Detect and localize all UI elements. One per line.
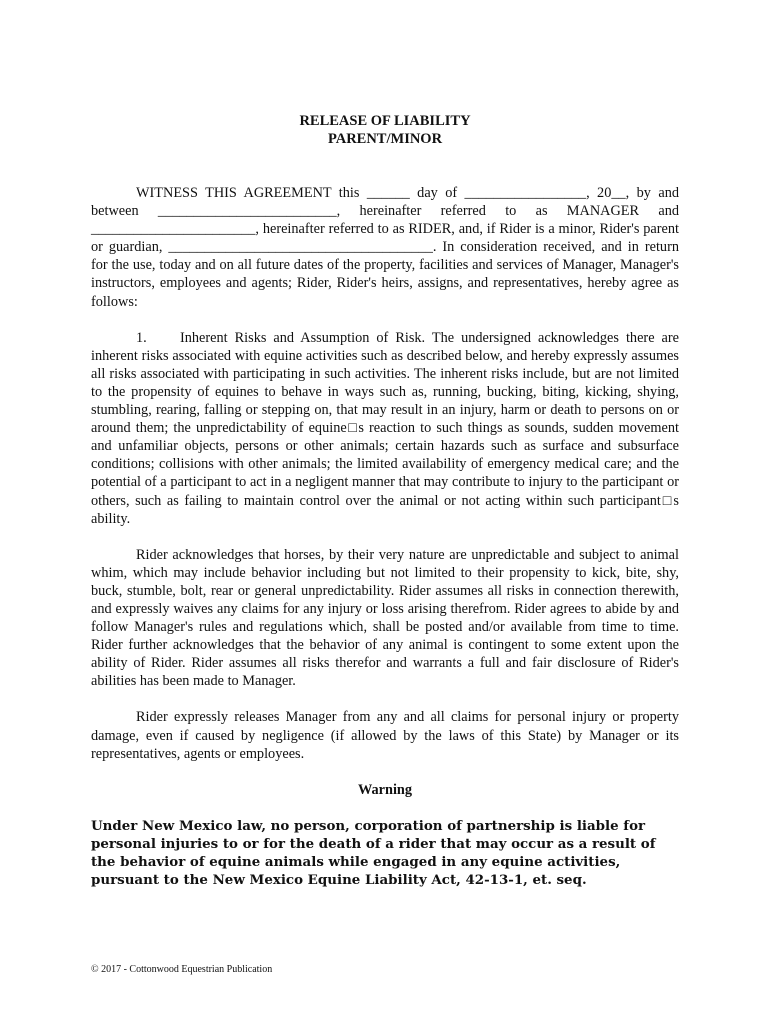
warning-heading: Warning bbox=[357, 781, 413, 798]
title-block bbox=[0, 112, 770, 148]
release-paragraph: Rider expressly releases Manager from any and all claims for personal injury or property damage, even if caused by negligence (if allowed by the laws of this State) by Manager or its representatives, agents or employees. bbox=[91, 709, 679, 762]
rider-acknowledgement-paragraph: Rider acknowledges that horses, by their very nature are unpredictable and subject to animal whim, which may include behavior including but not limited to their propensity to kick, bite, shy, buck, stumble, bolt, rear or general unpredictability. Rider assumes all risks in connection therewith, and expressly waives any claims for any injury or loss arising therefrom. Rider agrees to abide by and follow Manager's rules and regulations which, shall be posted and/or available from time to time. Rider further acknowledges that the behavior of any animal is contingent to some extent upon the ability of Rider. Rider assumes all risks therefor and warrants a full and fair disclosure of Rider's abilities has been made to Manager. bbox=[91, 546, 679, 690]
intro-paragraph: WITNESS THIS AGREEMENT this ______ day of _________________, 20__, by and between _________________________, hereinafter referred to as MANAGER and _______________________, hereinafter referred to as RIDER, and, if Rider is a minor, Rider's parent or guardian, _____________________________________. In consideration received, and in return for the use, today and on all future dates of the property, facilities and services of Manager, Manager's instructors, employees and agents; Rider, Rider's heirs, assigns, and representatives, hereby agree as follows: bbox=[91, 185, 679, 310]
warning-text: Under New Mexico law, no person, corporation of partnership is liable for personal injuries to or for the death of a rider that may occur as a result of the behavior of equine animals while engaged in any equine activities, pursuant to the New Mexico Equine Liability Act, 42-13-1, et. seq. bbox=[91, 817, 656, 889]
document-body bbox=[91, 184, 679, 889]
document-title: RELEASE OF LIABILITY bbox=[299, 113, 471, 129]
document-subtitle: PARENT/MINOR bbox=[327, 131, 443, 147]
section-1-number: 1. bbox=[136, 329, 147, 346]
footer-copyright: © 2017 - Cottonwood Equestrian Publication bbox=[91, 964, 273, 975]
section-1-paragraph bbox=[91, 329, 679, 528]
section-1-text: Inherent Risks and Assumption of Risk. The undersigned acknowledges there are inherent risks associated with equine activities such as described below, and hereby expressly assumes all risks associated with participating in such activities. The inherent risks include, but are not limited to the propensity of equines to behave in ways such as, running, bucking, biting, kicking, shying, stumbling, rearing, falling or stepping on, that may result in an injury, harm or death to persons on or around them; the unpredictability of equine□s reaction to such things as sounds, sudden movement and unfamiliar objects, persons or other animals; certain hazards such as surface and subsurface conditions; collisions with other animals; the limited availability of emergency medical care; and the potential of a participant to act in a negligent manner that may contribute to injury to the participant or others, such as failing to maintain control over the animal or not acting within such participant□s ability. bbox=[91, 329, 679, 527]
